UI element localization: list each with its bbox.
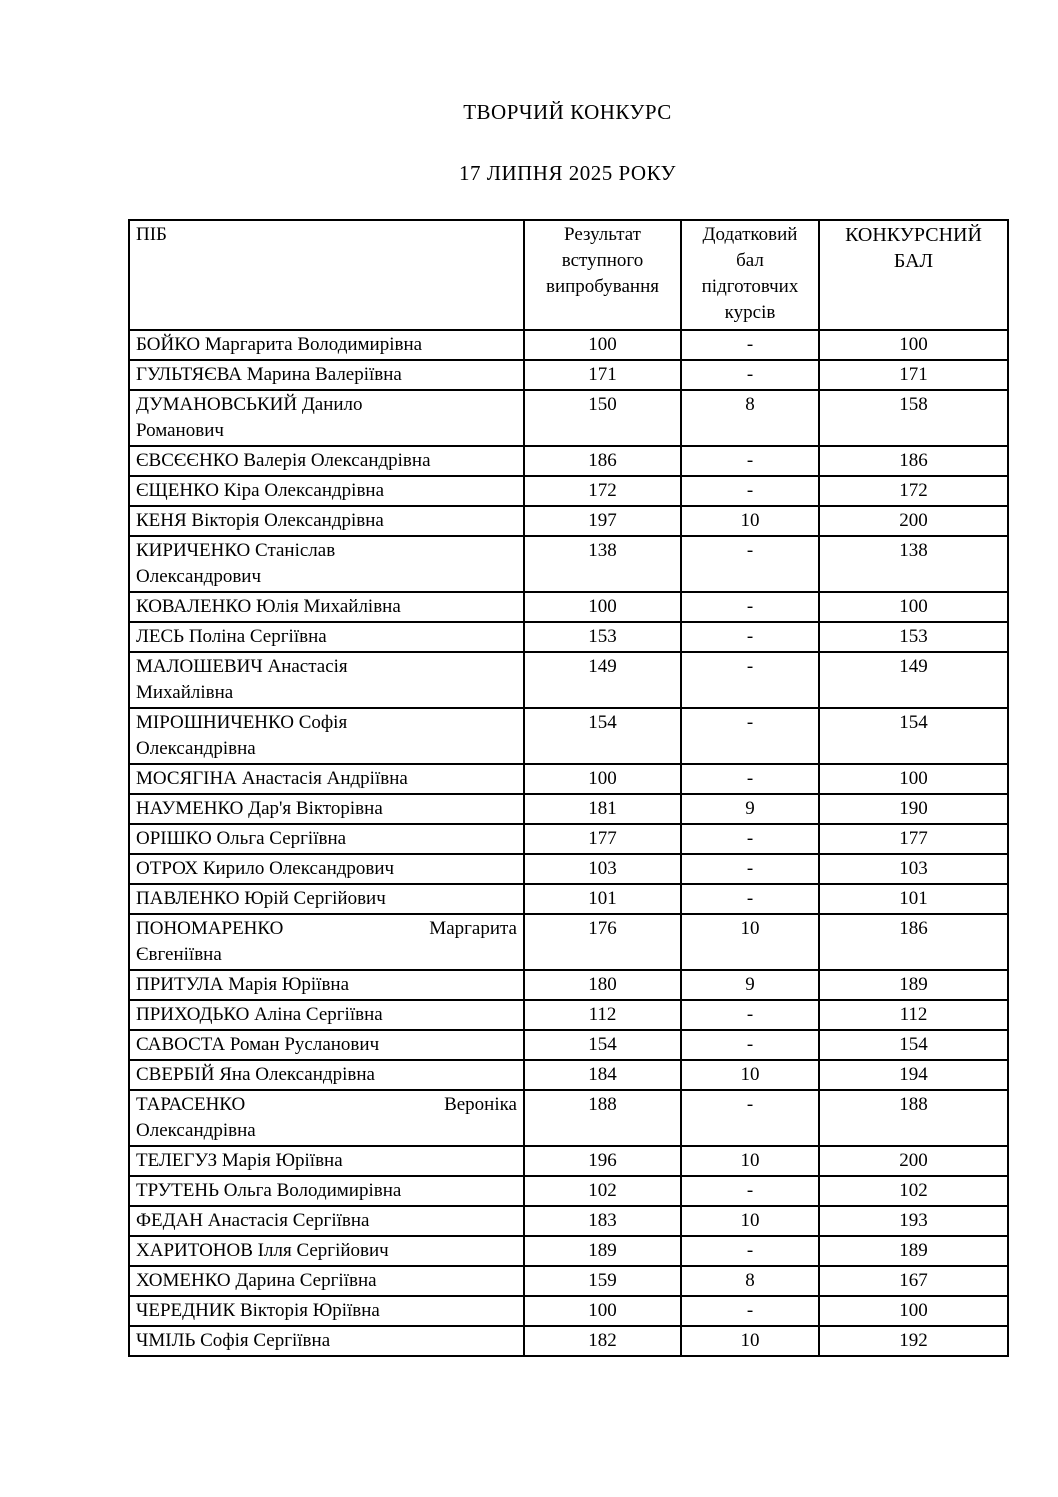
table-row (129, 708, 1008, 764)
document-title: ТВОРЧИЙ КОНКУРС (463, 100, 672, 124)
cell-name: ГУЛЬТЯЄВА Марина Валеріївна (129, 360, 524, 390)
cell-name: КИРИЧЕНКО Станіслав Олександрович (129, 536, 524, 592)
cell-result: 138 (524, 536, 681, 592)
cell-name: ПРИТУЛА Марія Юріївна (129, 970, 524, 1000)
cell-name: ХОМЕНКО Дарина Сергіївна (129, 1266, 524, 1296)
cell-result: 101 (524, 884, 681, 914)
cell-total: 189 (819, 1236, 1008, 1266)
document-content (128, 100, 1007, 1357)
cell-name: САВОСТА Роман Русланович (129, 1030, 524, 1060)
table-row (129, 854, 1008, 884)
cell-result: 102 (524, 1176, 681, 1206)
table-row (129, 536, 1008, 592)
cell-total: 186 (819, 446, 1008, 476)
table-row (129, 764, 1008, 794)
cell-name: ПРИХОДЬКО Аліна Сергіївна (129, 1000, 524, 1030)
table-row (129, 506, 1008, 536)
cell-bonus: 9 (681, 794, 819, 824)
table-row (129, 476, 1008, 506)
cell-total: 192 (819, 1326, 1008, 1356)
cell-bonus: 9 (681, 970, 819, 1000)
cell-result: 182 (524, 1326, 681, 1356)
table-row (129, 1266, 1008, 1296)
table-row (129, 390, 1008, 446)
cell-result: 100 (524, 330, 681, 360)
cell-result: 159 (524, 1266, 681, 1296)
cell-bonus: - (681, 764, 819, 794)
table-row (129, 914, 1008, 970)
cell-bonus: 10 (681, 1206, 819, 1236)
cell-total: 138 (819, 536, 1008, 592)
cell-result: 184 (524, 1060, 681, 1090)
table-row (129, 1060, 1008, 1090)
cell-bonus: 10 (681, 506, 819, 536)
table-row (129, 1236, 1008, 1266)
cell-total: 200 (819, 506, 1008, 536)
cell-result: 112 (524, 1000, 681, 1030)
cell-result: 181 (524, 794, 681, 824)
table-row (129, 794, 1008, 824)
table-row (129, 884, 1008, 914)
cell-result: 183 (524, 1206, 681, 1236)
cell-total: 100 (819, 1296, 1008, 1326)
cell-name: ХАРИТОНОВ Ілля Сергійович (129, 1236, 524, 1266)
cell-bonus: - (681, 1236, 819, 1266)
cell-bonus: - (681, 330, 819, 360)
cell-total: 172 (819, 476, 1008, 506)
table-row (129, 1206, 1008, 1236)
cell-bonus: - (681, 652, 819, 708)
cell-total: 154 (819, 1030, 1008, 1060)
cell-name: МІРОШНИЧЕНКО Софія Олександрівна (129, 708, 524, 764)
cell-name: СВЕРБІЙ Яна Олександрівна (129, 1060, 524, 1090)
cell-bonus: - (681, 884, 819, 914)
cell-total: 100 (819, 330, 1008, 360)
cell-result: 197 (524, 506, 681, 536)
cell-result: 189 (524, 1236, 681, 1266)
cell-result: 180 (524, 970, 681, 1000)
cell-name: МАЛОШЕВИЧ Анастасія Михайлівна (129, 652, 524, 708)
table-row (129, 970, 1008, 1000)
table-row (129, 1090, 1008, 1146)
cell-name: ДУМАНОВСЬКИЙ Данило Романович (129, 390, 524, 446)
cell-bonus: - (681, 1030, 819, 1060)
cell-total: 100 (819, 592, 1008, 622)
cell-name: НАУМЕНКО Дар'я Вікторівна (129, 794, 524, 824)
cell-bonus: - (681, 446, 819, 476)
cell-name: ЧЕРЕДНИК Вікторія Юріївна (129, 1296, 524, 1326)
cell-total: 193 (819, 1206, 1008, 1236)
cell-bonus: 10 (681, 1060, 819, 1090)
table-row (129, 360, 1008, 390)
table-row (129, 1296, 1008, 1326)
cell-result: 100 (524, 1296, 681, 1326)
cell-bonus: - (681, 1090, 819, 1146)
cell-bonus: - (681, 1296, 819, 1326)
cell-bonus: 10 (681, 1146, 819, 1176)
cell-result: 100 (524, 764, 681, 794)
cell-bonus: 8 (681, 390, 819, 446)
table-row (129, 1000, 1008, 1030)
cell-name: ФЕДАН Анастасія Сергіївна (129, 1206, 524, 1236)
table-row (129, 1176, 1008, 1206)
header-total: КОНКУРСНИЙ БАЛ (819, 220, 1008, 330)
cell-name: ЄВСЄЄНКО Валерія Олександрівна (129, 446, 524, 476)
cell-total: 171 (819, 360, 1008, 390)
table-row (129, 1030, 1008, 1060)
cell-bonus: - (681, 536, 819, 592)
table-body (129, 330, 1008, 1356)
cell-total: 190 (819, 794, 1008, 824)
cell-name: ОТРОХ Кирило Олександрович (129, 854, 524, 884)
cell-result: 186 (524, 446, 681, 476)
cell-total: 200 (819, 1146, 1008, 1176)
cell-result: 177 (524, 824, 681, 854)
cell-bonus: - (681, 476, 819, 506)
cell-name: БОЙКО Маргарита Володимирівна (129, 330, 524, 360)
cell-total: 194 (819, 1060, 1008, 1090)
cell-bonus: - (681, 360, 819, 390)
cell-total: 149 (819, 652, 1008, 708)
header-name: ПІБ (129, 220, 524, 330)
cell-total: 101 (819, 884, 1008, 914)
cell-bonus: - (681, 592, 819, 622)
cell-bonus: 8 (681, 1266, 819, 1296)
cell-bonus: - (681, 1176, 819, 1206)
cell-total: 189 (819, 970, 1008, 1000)
table-header-row (129, 220, 1008, 330)
cell-name: ПОНОМАРЕНКО Маргарита Євгеніївна (129, 914, 524, 970)
header-result: Результат вступного випробування (524, 220, 681, 330)
cell-bonus: - (681, 708, 819, 764)
cell-result: 176 (524, 914, 681, 970)
cell-name: ПАВЛЕНКО Юрій Сергійович (129, 884, 524, 914)
cell-total: 158 (819, 390, 1008, 446)
table-row (129, 592, 1008, 622)
document-date: 17 ЛИПНЯ 2025 РОКУ (458, 161, 677, 185)
table-row (129, 446, 1008, 476)
cell-result: 154 (524, 708, 681, 764)
cell-name: ТЕЛЕГУЗ Марія Юріївна (129, 1146, 524, 1176)
cell-bonus: 10 (681, 1326, 819, 1356)
cell-total: 167 (819, 1266, 1008, 1296)
header-bonus: Додатковий бал підготовчих курсів (681, 220, 819, 330)
cell-name: КЕНЯ Вікторія Олександрівна (129, 506, 524, 536)
cell-name: ЛЕСЬ Поліна Сергіївна (129, 622, 524, 652)
table-row (129, 622, 1008, 652)
table-row (129, 652, 1008, 708)
cell-name: МОСЯГІНА Анастасія Андріївна (129, 764, 524, 794)
cell-result: 172 (524, 476, 681, 506)
cell-total: 186 (819, 914, 1008, 970)
cell-total: 177 (819, 824, 1008, 854)
cell-result: 171 (524, 360, 681, 390)
cell-bonus: 10 (681, 914, 819, 970)
cell-name: ОРІШКО Ольга Сергіївна (129, 824, 524, 854)
cell-total: 103 (819, 854, 1008, 884)
table-row (129, 1326, 1008, 1356)
cell-name: КОВАЛЕНКО Юлія Михайлівна (129, 592, 524, 622)
cell-bonus: - (681, 622, 819, 652)
cell-name: ТРУТЕНЬ Ольга Володимирівна (129, 1176, 524, 1206)
cell-name: ЧМІЛЬ Софія Сергіївна (129, 1326, 524, 1356)
cell-result: 100 (524, 592, 681, 622)
cell-result: 153 (524, 622, 681, 652)
cell-bonus: - (681, 854, 819, 884)
cell-total: 100 (819, 764, 1008, 794)
table-row (129, 330, 1008, 360)
cell-result: 196 (524, 1146, 681, 1176)
cell-result: 188 (524, 1090, 681, 1146)
cell-result: 150 (524, 390, 681, 446)
table-row (129, 1146, 1008, 1176)
cell-total: 154 (819, 708, 1008, 764)
cell-total: 188 (819, 1090, 1008, 1146)
results-table (128, 219, 1009, 1357)
table-row (129, 824, 1008, 854)
cell-bonus: - (681, 1000, 819, 1030)
cell-name: ТАРАСЕНКО Вероніка Олександрівна (129, 1090, 524, 1146)
cell-name: ЄЩЕНКО Кіра Олександрівна (129, 476, 524, 506)
cell-total: 112 (819, 1000, 1008, 1030)
cell-total: 153 (819, 622, 1008, 652)
cell-result: 103 (524, 854, 681, 884)
cell-total: 102 (819, 1176, 1008, 1206)
cell-result: 154 (524, 1030, 681, 1060)
cell-bonus: - (681, 824, 819, 854)
cell-result: 149 (524, 652, 681, 708)
